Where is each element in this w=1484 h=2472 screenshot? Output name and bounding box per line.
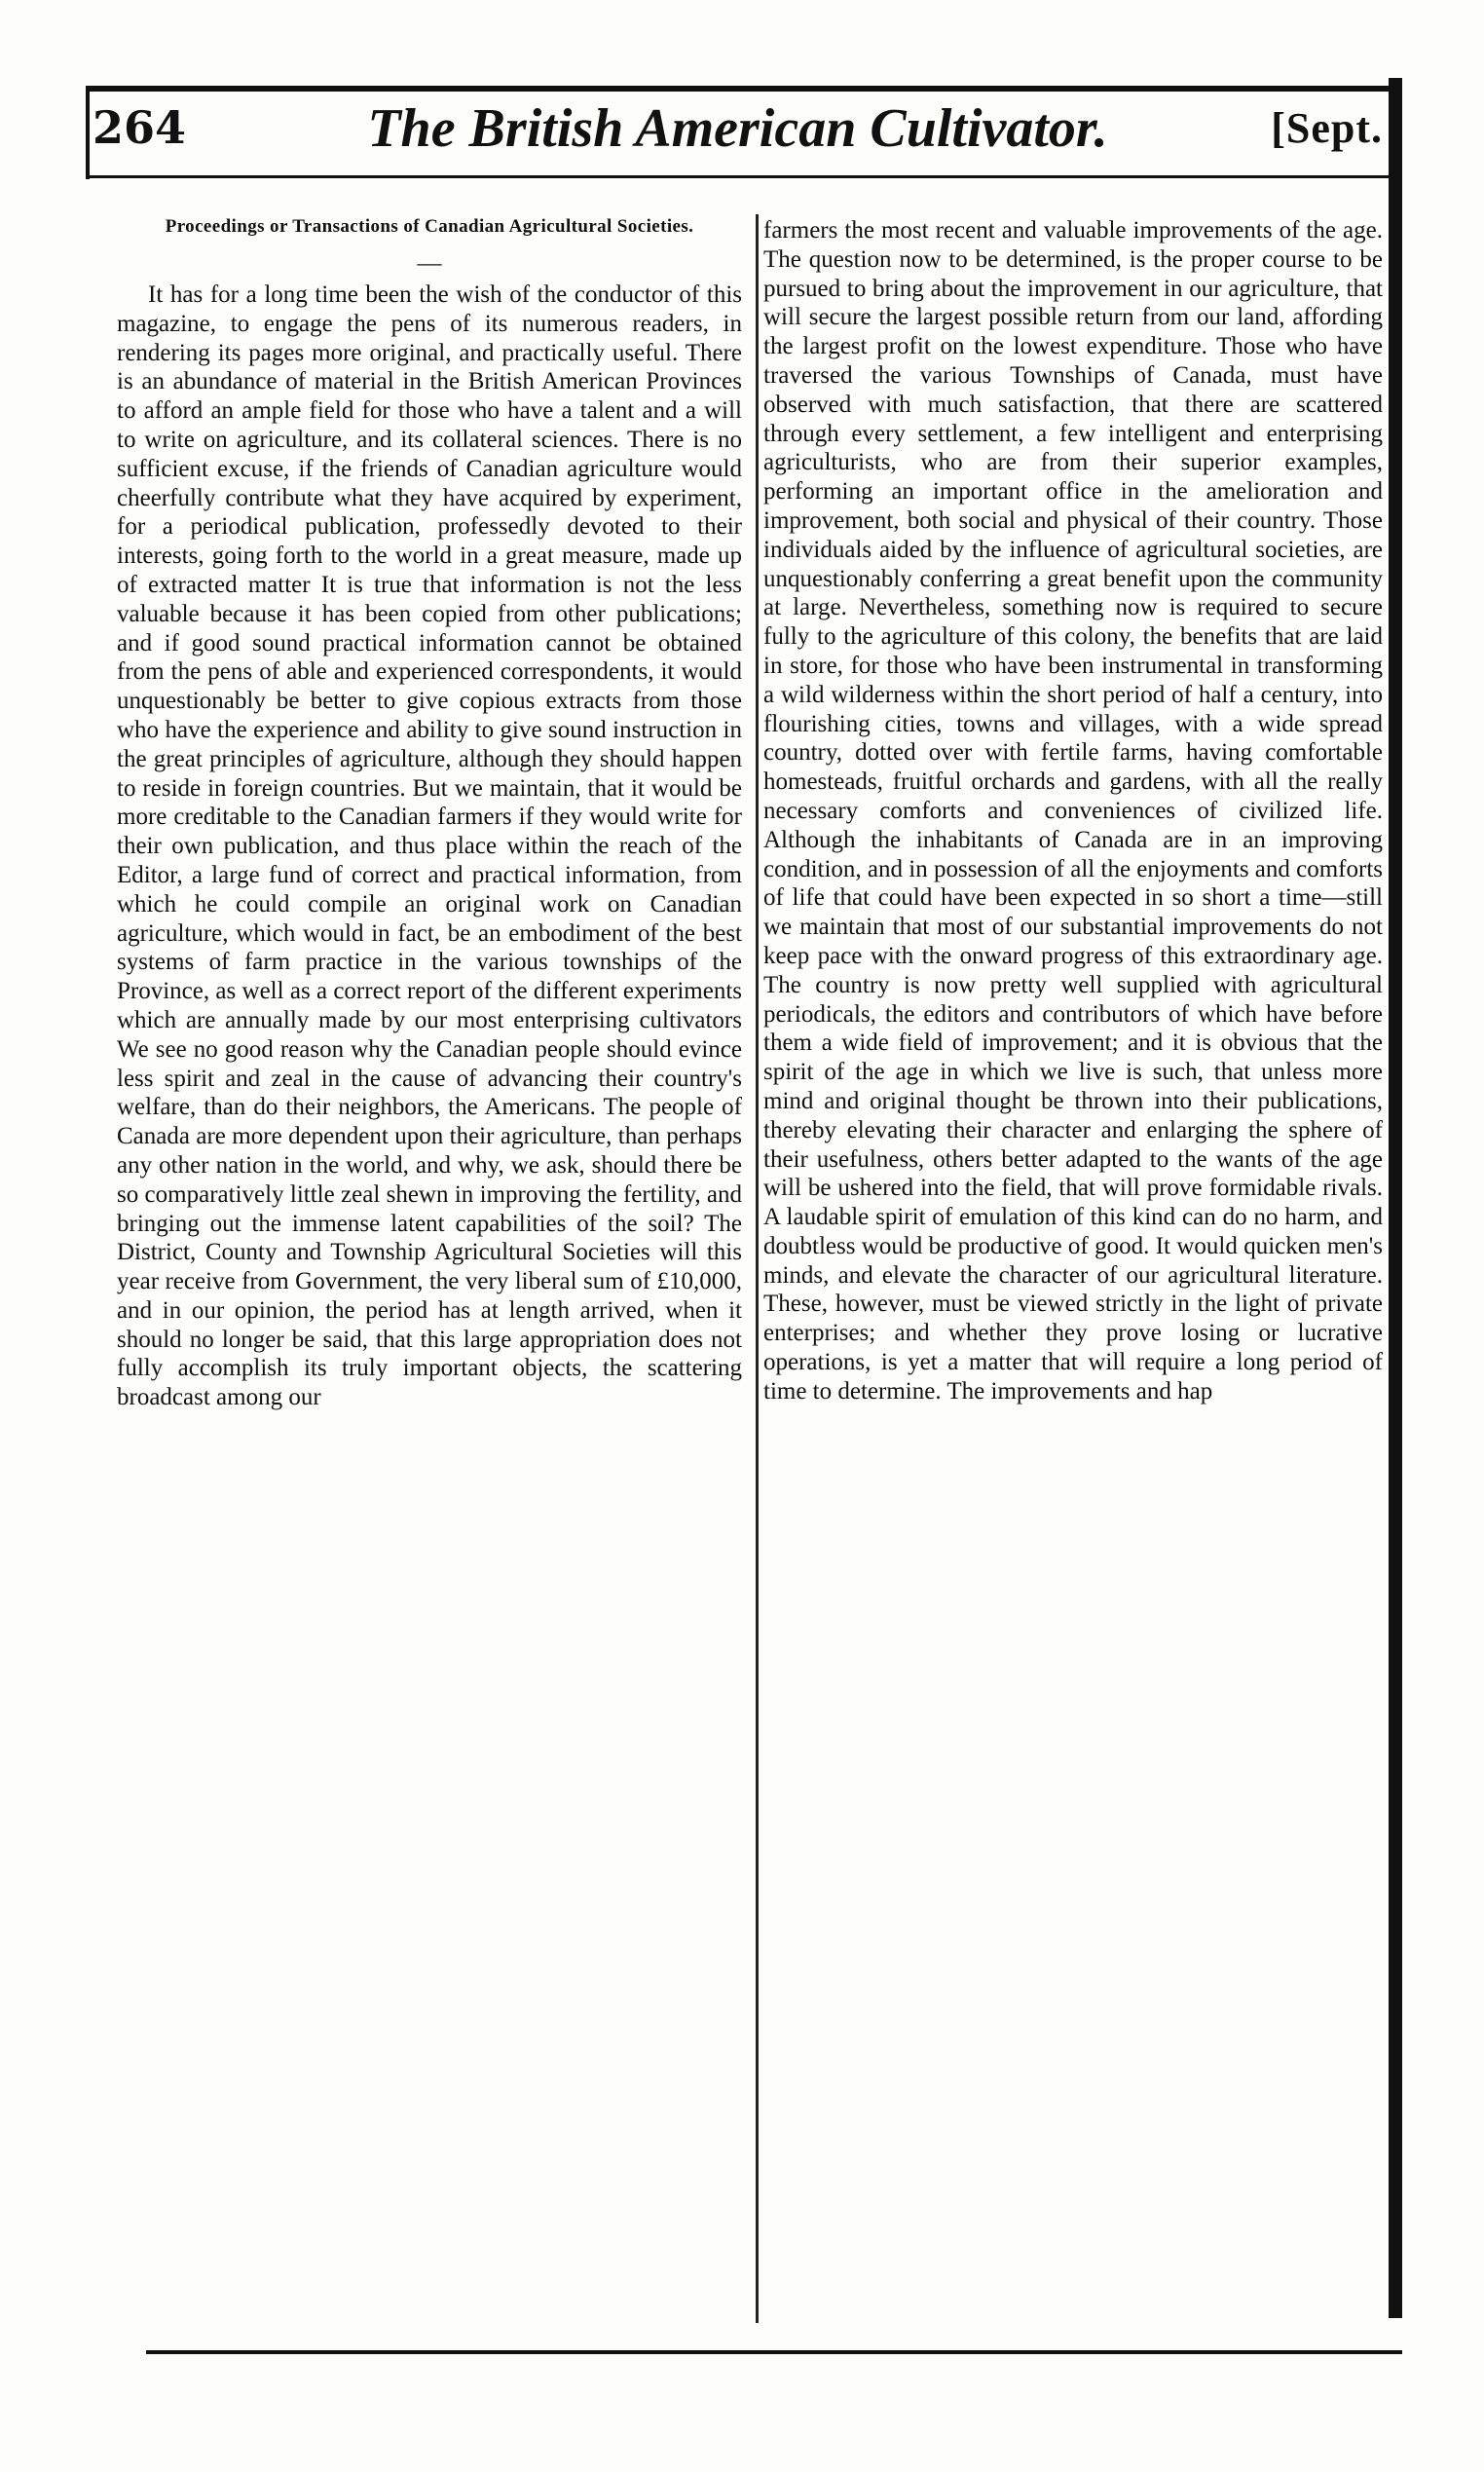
running-title: The British American Cultivator. [367,98,1108,159]
body-paragraph: It has for a long time been the wish of the conductor of this magazine, to engage the pens of its numerous readers, in rendering its pages more original, and practically useful. There is an abundance of material in the British American Provinces to afford an ample field for those who have a talent and a will to write on agriculture, and its collateral sciences. There is no sufficient excuse, if the friends of Canadian agriculture would cheerfully contribute what they have acquired by experiment, for a periodical publication, professedly devoted to their interests, going forth to the world in a great measure, made up of extracted matter It is true that information is not the less valuable because it has been copied from other publications; and if good sound practical information cannot be obtained from the pens of able and experienced correspondents, it would unquestionably be better to give copious extracts from those who have the experience and ability to give sound instruction in the great principles of agriculture, although they should happen to reside in foreign countries. But we maintain, that it would be more creditable to the Canadian farmers if they would write for their own publication, and thus place within the reach of the Editor, a large fund of correct and practical information, from which he could compile an original work on Canadian agriculture, which would in fact, be an embodiment of the best systems of farm practice in the various townships of the Province, as well as a correct report of the different experiments which are annually made by our most enterprising cultivators We see no good reason why the Canadian people should evince less spirit and zeal in the cause of advancing their country's welfare, than do their neighbors, the Americans. The people of Canada are more dependent upon their agriculture, than perhaps any other nation in the world, and why, we ask, should there be so comparatively little zeal shewn in improving the fertility, and bringing out the immense latent capabilities of the soil? The District, County and Township Agricultural Societies will this year receive from Government, the very liberal sum of £10,000, and in our opinion, the period has at length arrived, when it should no longer be said, that this large appropriation does not fully accomplish its truly important objects, the scattering broadcast among our [117,281,742,1411]
top-rule [86,86,1402,92]
left-margin-bar [86,92,90,179]
article-title: Proceedings or Transactions of Canadian Agricultural Societies. [165,216,694,237]
title-separator: — [417,250,442,277]
running-month: [Sept. [1271,104,1383,152]
right-column [763,216,1383,1406]
header-rule [86,175,1402,178]
page-number: 264 [93,101,187,154]
body-paragraph-continued: farmers the most recent and valuable improvements of the age. The question now to be determined, is the proper course to be pursued to bring about the improvement in our agriculture, that will secure the largest possible return from our land, affording the largest profit on the lowest expenditure. Those who have traversed the various Townships of Canada, must have observed with much satisfaction, that there are scattered through every settlement, a few intelligent and enterprising agriculturists, who are from their superior examples, performing an important office in the amelioration and improvement, both social and physical of their country. Those individuals aided by the influence of agricultural societies, are unquestionably conferring a great benefit upon the community at large. Nevertheless, something now is required to secure fully to the agriculture of this colony, the benefits that are laid in store, for those who have been instrumental in transforming a wild wilderness within the short period of half a century, into flourishing cities, towns and villages, with a wide spread country, dotted over with fertile farms, having comfortable homesteads, fruitful orchards and gardens, with all the really necessary comforts and conveniences of civilized life. Although the inhabitants of Canada are in an improving condition, and in possession of all the enjoyments and comforts of life that could have been expected in so short a time—still we maintain that most of our substantial improvements do not keep pace with the onward progress of this extraordinary age. The country is now pretty well supplied with agricultural periodicals, the editors and contributors of which have before them a wide field of improvement; and it is obvious that the spirit of the age in which we live is such, that unless more mind and original thought be thrown into their publications, thereby elevating their character and enlarging the sphere of their usefulness, others better adapted to the wants of the age will be ushered into the field, that will prove formidable rivals. A laudable spirit of emulation of this kind can do no harm, and doubtless would be productive of good. It would quicken men's minds, and elevate the character of our agricultural literature. These, however, must be viewed strictly in the light of private enterprises; and whether they prove losing or lucrative operations, is yet a matter that will require a long period of time to determine. The improvements and hap [763,217,1384,1405]
column-divider [756,214,759,2323]
bottom-rule [146,2350,1402,2354]
left-column [117,216,742,1412]
running-header [93,97,1383,171]
right-margin-bar [1389,78,1402,2318]
